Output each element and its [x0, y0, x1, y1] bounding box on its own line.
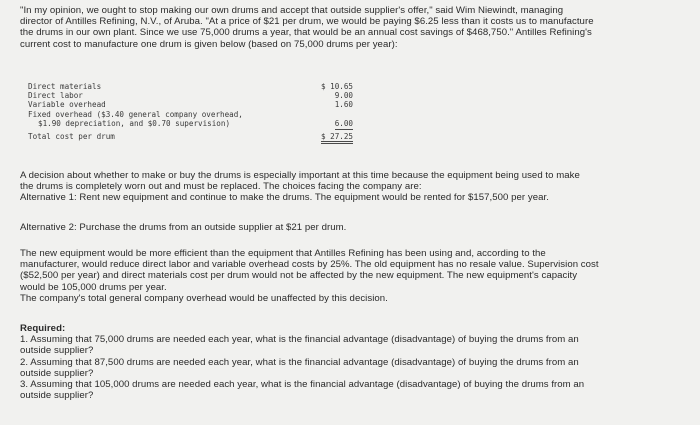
- cost-amount: $ 10.65: [320, 82, 353, 91]
- required-line: outside supplier?: [20, 390, 94, 402]
- cost-amount: 9.00: [334, 91, 353, 101]
- cost-amount: 1.60: [334, 100, 353, 110]
- intro-paragraph: [20, 5, 690, 50]
- intro-line: the drums in our own plant. Since we use 75,000 drums a year, that would be an annual cost savings of $468,750." Antilles Refining's: [20, 27, 592, 39]
- cost-total-amount: $ 27.25: [321, 132, 353, 144]
- cost-label: Fixed overhead ($3.40 general company overhead,: [28, 109, 243, 119]
- equipment-line: would be 105,000 drums per year.: [20, 281, 167, 293]
- cost-row: [28, 91, 358, 100]
- cost-amount: 6.00: [335, 119, 353, 130]
- decision-line: A decision about whether to make or buy the drums is especially important at this time because the equipment being used to make: [20, 170, 580, 181]
- alternative-2-line: Alternative 2: Purchase the drums from an outside supplier at $21 per drum.: [20, 222, 347, 233]
- cost-label: Variable overhead: [28, 100, 106, 110]
- required-line: outside supplier?: [20, 345, 94, 357]
- decision-paragraph: [20, 170, 690, 204]
- cost-row: [28, 110, 358, 119]
- equipment-line: manufacturer, would reduce direct labor and variable overhead costs by 25%. The old equipment has no resale value. Supervision cost: [20, 259, 599, 271]
- equipment-line: ($52,500 per year) and direct materials cost per drum would not be affected by the new equipment. The new equipment's capacity: [20, 270, 578, 282]
- decision-line: the drums is completely worn out and must be replaced. The choices facing the company are:: [20, 181, 422, 193]
- required-title: Required:: [20, 323, 66, 334]
- intro-line: "In my opinion, we ought to stop making our own drums and accept that outside supplier's offer," said Wim Niewindt, managing: [20, 5, 564, 16]
- required-line: 1. Assuming that 75,000 drums are needed each year, what is the financial advantage (disadvantage) of buying the drums from an: [20, 334, 579, 346]
- cost-row: [28, 119, 358, 128]
- required-section: [20, 323, 690, 401]
- cost-label: Direct materials: [28, 82, 102, 91]
- alternative-2-paragraph: [20, 222, 690, 233]
- required-line: outside supplier?: [20, 367, 94, 379]
- decision-line: Alternative 1: Rent new equipment and continue to make the drums. The equipment would be rented for $157,500 per year.: [20, 192, 549, 204]
- required-line: 2. Assuming that 87,500 drums are needed each year, what is the financial advantage (disadvantage) of buying the drums from an: [20, 356, 579, 368]
- intro-line: current cost to manufacture one drum is given below (based on 75,000 drums per year):: [20, 38, 398, 50]
- equipment-line: The new equipment would be more efficient than the equipment that Antilles Refining has been using and, according to the: [20, 248, 546, 259]
- cost-label: Direct labor: [28, 91, 83, 101]
- equipment-paragraph: [20, 248, 690, 304]
- cost-row: [28, 82, 358, 91]
- cost-row: [28, 100, 358, 109]
- cost-label: $1.90 depreciation, and $0.70 supervision): [38, 118, 231, 128]
- cost-total-label: Total cost per drum: [28, 131, 115, 141]
- cost-total-row: [28, 132, 358, 141]
- required-line: 3. Assuming that 105,000 drums are needed each year, what is the financial advantage (disadvantage) of buying the drums from an: [20, 379, 585, 391]
- intro-line: director of Antilles Refining, N.V., of Aruba. "At a price of $21 per drum, we would be paying $6.25 less than it costs us to manufacture: [20, 16, 594, 28]
- equipment-line: The company's total general company overhead would be unaffected by this decision.: [20, 292, 388, 304]
- cost-table: [28, 82, 358, 141]
